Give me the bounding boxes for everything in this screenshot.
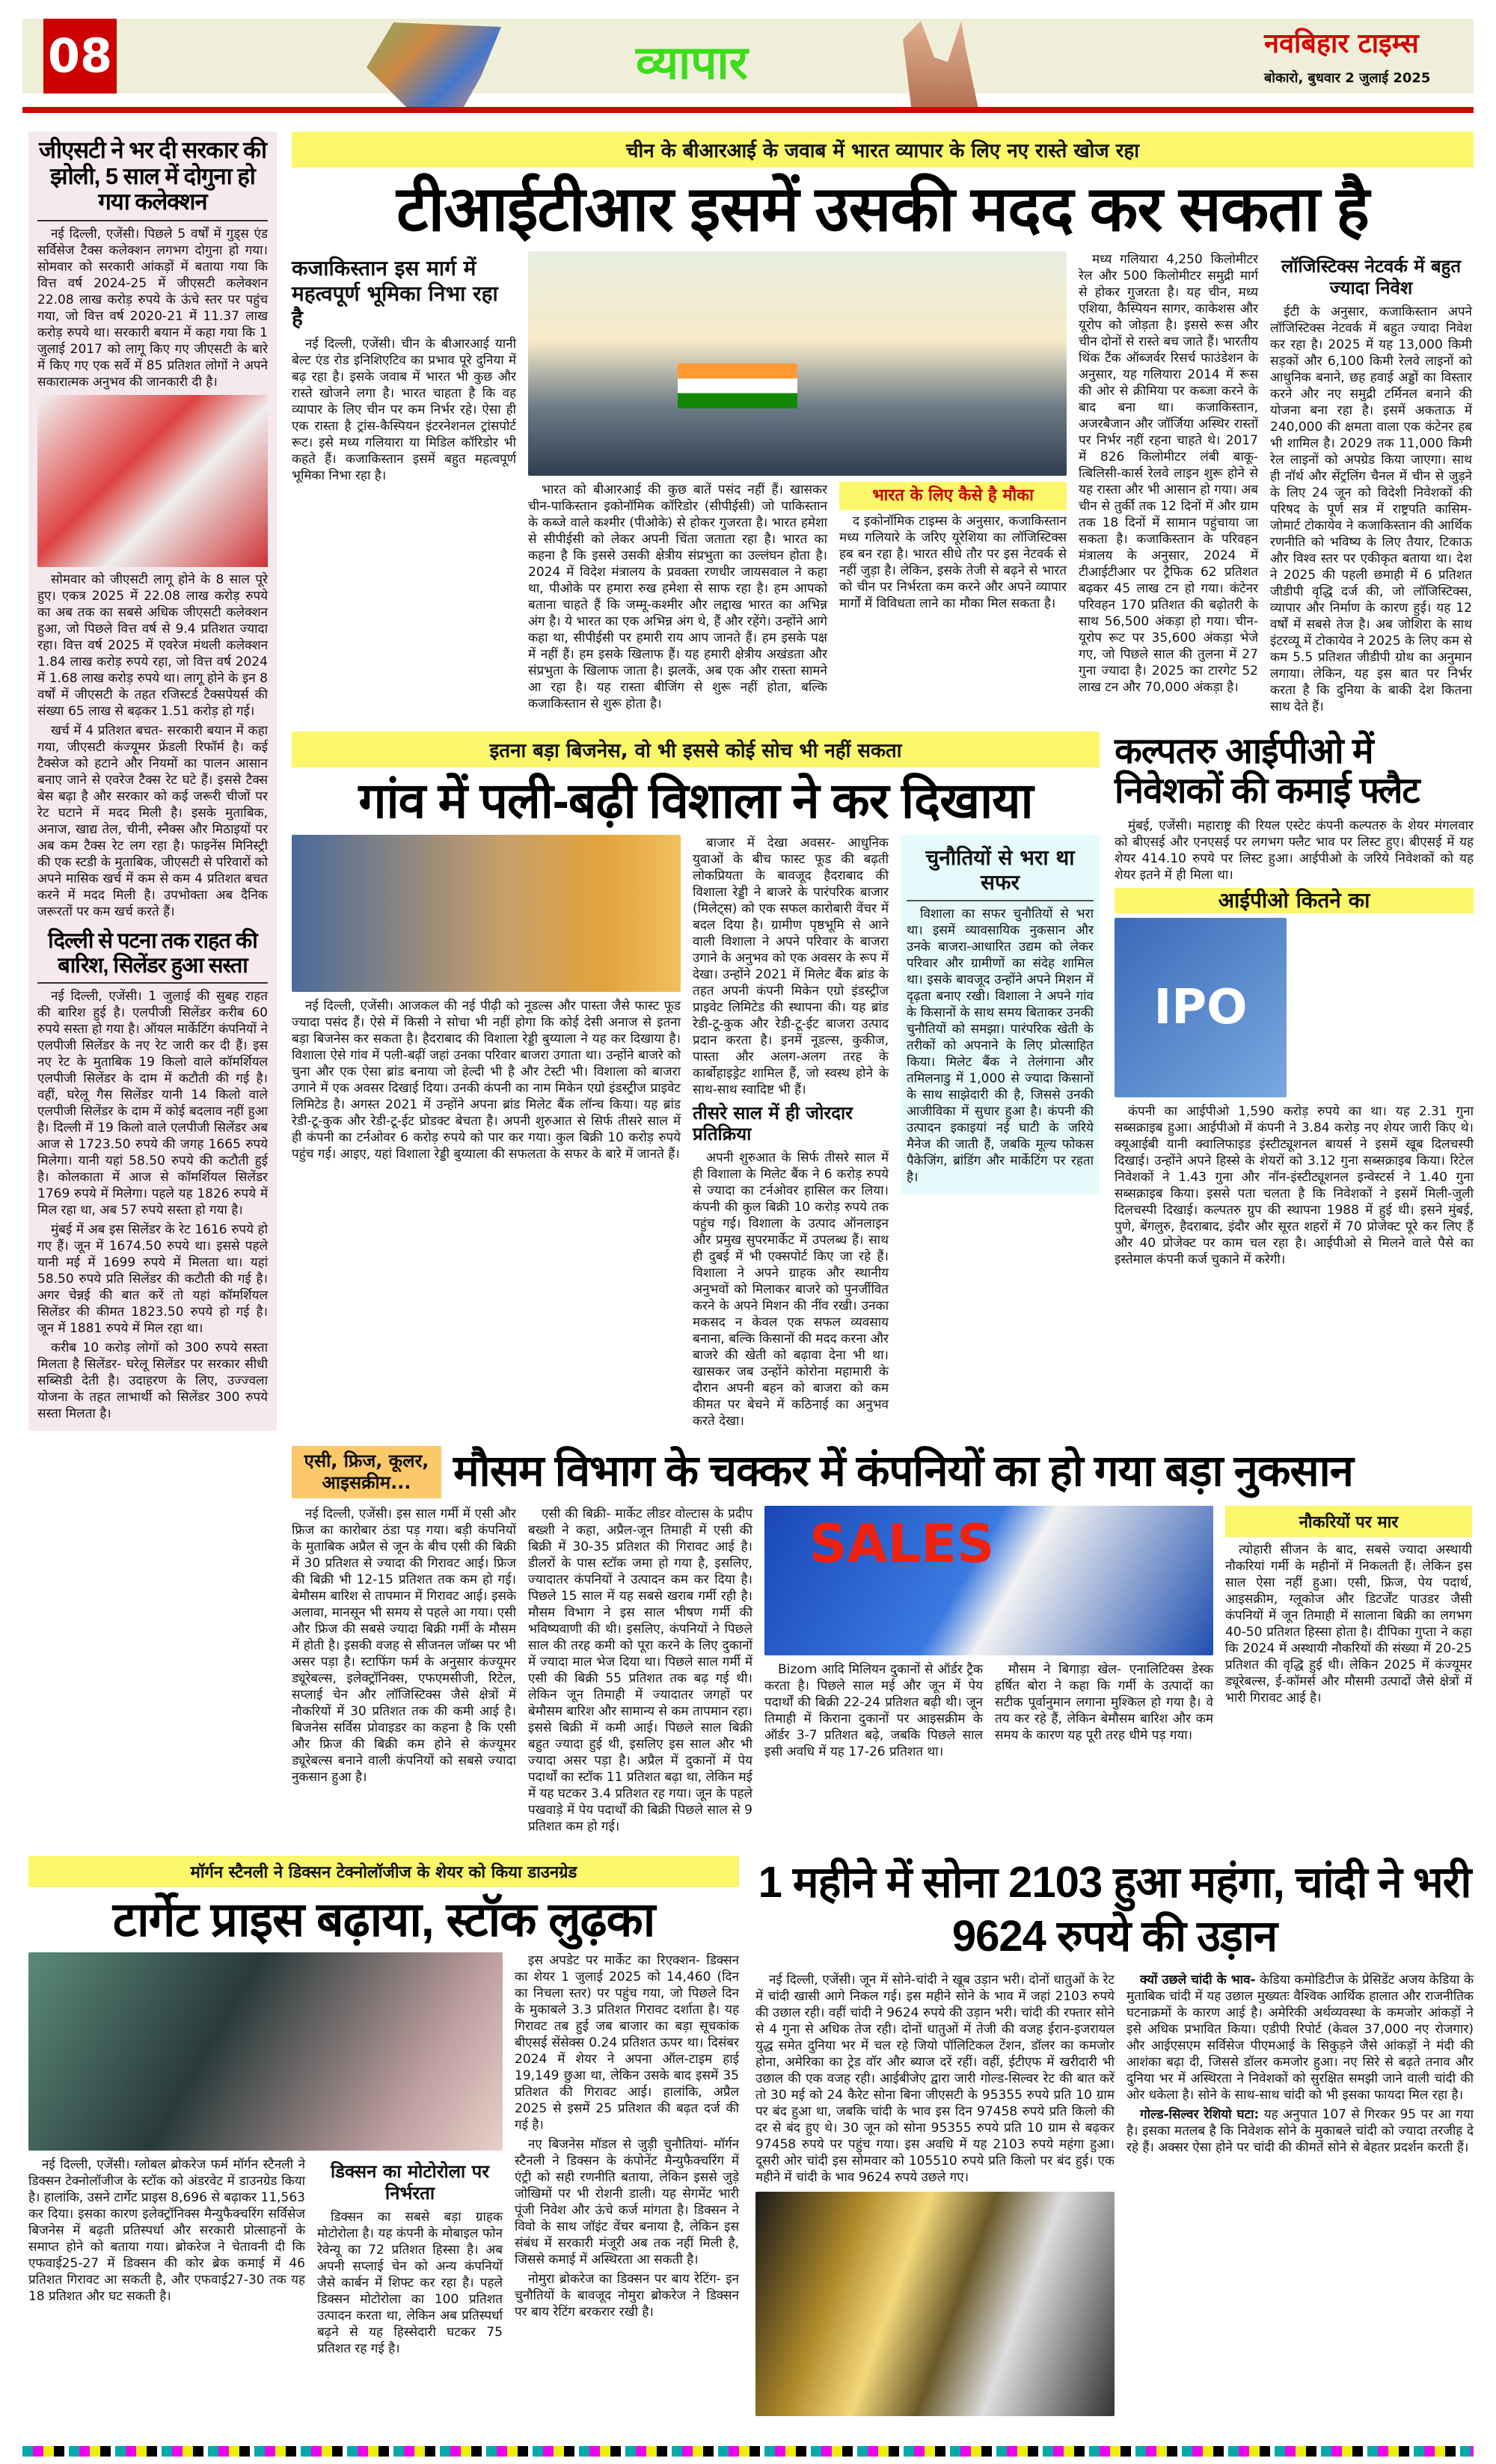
paragraph: मुंबई में अब इस सिलेंडर के रेट 1616 रुपये हो गए हैं। जून में 1674.50 रुपये था। इससे पहले यानी मई में 1699 रुपये में मिलता था। यहां 58.50 रुपये प्रति सिलेंडर की कटौती की गई है। अगर चेन्नई की बात करें तो यहां कॉमर्शियल सिलेंडर की कीमत 1823.50 रुपये हो गई है। जून में 1881 रुपये में मिल रहा था। [37, 1222, 268, 1337]
main-sub2-box [839, 482, 1067, 510]
paragraph: Bizom आदि मिलियन दुकानों से ऑर्डर ट्रैक करता है। पिछले साल मई और जून में पेय पदार्थों की बिक्री 22-24 प्रतिशत बढ़ी थी। जून तिमाही में किराना दुकानों पर आइसक्रीम के ऑर्डर 3-7 प्रतिशत बढ़े, जबकि पिछले साल इसी अवधि में यह 17-26 प्रतिशत था। [764, 1661, 983, 1759]
main-article [292, 132, 1474, 718]
paragraph: कंपनी का आईपीओ 1,590 करोड़ रुपये का था। यह 2.31 गुना सब्सक्राइब हुआ। आईपीओ में कंपनी ने 3.84 करोड़ नए शेयर जारी किए थे। क्यूआईबी यानी क्वालिफाइड इंस्टीट्यूशनल बायर्स ने इसमें खूब दिलचस्पी दिखाई। उन्होंने अपने हिस्से के शेयरों को 3.12 गुना सब्सक्राइब किया। रिटेल निवेशकों ने 1.43 गुना और नॉन-इंस्टीट्यूशनल इन्वेस्टर्स ने 1.40 गुना सब्सक्राइब किया। इससे पता चलता है कि निवेशकों ने इसमें मिली-जुली दिलचस्पी दिखाई। कल्पतरु ग्रुप की स्थापना 1988 में हुई थी। इसने मुंबई, पुणे, बेंगलुरु, हैदराबाद, इंदौर और सूरत शहरों में 70 प्रोजेक्ट पूरे कर लिए हैं और 40 प्रोजेक्ट पर काम चल रहा है। आईपीओ से मिलने वाले पैसे का इस्तेमाल कंपनी कर्ज चुकाने में करेगी। [1115, 1103, 1474, 1267]
paragraph: नई दिल्ली, एजेंसी। इस साल गर्मी में एसी और फ्रिज का कारोबार ठंडा पड़ गया। बड़ी कंपनियों के मुताबिक अप्रैल से जून के बीच एसी की बिक्री में 30 प्रतिशत से ज्यादा की गिरावट आई। फ्रिज की बिक्री भी 12-15 प्रतिशत तक कम हो गई। बेमौसम बारिश से तापमान में गिरावट आई। इसके अलावा, मानसून भी समय से पहले आ गया। एसी और फ्रिज की सबसे ज्यादा बिक्री गर्मी के मौसम में होती है। इसकी वजह से सीजनल जॉब्स पर भी असर पड़ा है। स्टाफिंग फर्म के अनुसार कंज्यूमर ड्यूरेबल्स, इलेक्ट्रॉनिक्स, एफएमसीजी, रिटेल, सप्लाई चेन और लॉजिस्टिक्स जैसे क्षेत्रों में नौकरियों में 30 प्रतिशत तक की कमी आई है। बिजनेस सर्विस प्रोवाइडर का कहना है कि एसी और फ्रिज की बिक्री कम होने से कंज्यूमर ड्यूरेबल्स बनाने वाली कंपनियों को सबसे ज्यादा नुकसान हुआ है। [292, 1506, 516, 1785]
ship-xi-jinping-photo [528, 251, 1067, 476]
paragraph-text: यह अनुपात 107 से गिरकर 95 पर आ गया है। इसका मतलब है कि निवेशक सोने के मुकाबले चांदी को ज्यादा तरजीह दे रहे हैं। अक्सर ऐसा होने पर चांदी की कीमतें सोने से बेहतर प्रदर्शन करती हैं। [1126, 2106, 1474, 2155]
subhead: कजाकिस्तान इस मार्ग में महत्वपूर्ण भूमिका निभा रहा है [292, 256, 498, 331]
paragraph [1126, 1972, 1474, 2103]
main-col1 [292, 251, 516, 487]
subhead: भारत के लिए कैसे है मौका [872, 486, 1034, 506]
paragraph-text: केडिया कमोडिटीज के प्रेसिडेंट अजय केडिया के मुताबिक चांदी में यह उछाल मुख्यतः वैश्विक आर्थिक हालात और राजनीतिक घटनाक्रमों के कारण आई है। अमेरिकी अर्थव्यवस्था के कमजोर आंकड़ों ने इसे अधिक प्रभावित किया। एडीपी रिपोर्ट (केवल 37,000 नए रोजगार) और आईएसएम सर्विसेज पीएमआई के सिकुड़ने जैसे आंकड़ों ने मंदी की आशंका बढ़ा दी, जिससे डॉलर कमजोर हुआ। नए सिरे से बढ़ते तनाव और दुनिया भर में अस्थिरता ने निवेशकों को सुरक्षित समझी जाने वाली चांदी की ओर धकेला है। सोने के साथ-साथ चांदी को भी इसका फायदा मिल रहा है। [1126, 1972, 1474, 2103]
second-row [292, 732, 1474, 1433]
jobs-title: नौकरियों पर मार [1225, 1506, 1472, 1537]
paragraph: नोमुरा ब्रोकरेज का डिक्सन पर बाय रेटिंग- इन चुनौतियों के बावजूद नोमुरा ब्रोकरेज ने डिक्सन पर बाय रेटिंग बरकरार रखी है। [515, 2272, 739, 2320]
main-body-a [528, 482, 827, 715]
weather-tag [292, 1446, 441, 1498]
weather-tag-text: एसी, फ्रिज, कूलर, आइसक्रीम... [304, 1450, 429, 1493]
bottom-row [28, 1856, 1474, 2416]
paragraph: एसी की बिक्री- मार्केट लीडर वोल्टास के प्रदीप बख्शी ने कहा, अप्रैल-जून तिमाही में एसी की बिक्री में 30-35 प्रतिशत की गिरावट आई है। डीलरों के पास स्टॉक जमा हो गया है, इसलिए, ज्यादातर कंपनियों ने उत्पादन कम कर दिया है। पिछले 15 साल में यह सबसे खराब गर्मी रही है। मौसम विभाग ने इस साल भीषण गर्मी की भविष्यवाणी की थी। इसलिए, कंपनियों ने पिछले साल की तरह कमी को पूरा करने के लिए दुकानों में ज्यादा माल भेज दिया था। पिछले साल गर्मी में एसी की बिक्री 55 प्रतिशत तक बढ़ गई थी। लेकिन जून तिमाही में ज्यादातर जगहों पर बेमौसम बारिश और सामान्य से कम तापमान रहा। इससे बिक्री में कमी आई। पिछले साल बिक्री बहुत ज्यादा हुई थी, इसलिए इस साल और भी ज्यादा असर पड़ा है। अप्रैल में दुकानों में पेय पदार्थों का स्टॉक 11 प्रतिशत बढ़ा था, लेकिन मई में यह घटकर 3.4 प्रतिशत रह गया। जून के पहले पखवाड़े में पेय पदार्थों की बिक्री पिछले साल से 9 प्रतिशत कम हो गई। [528, 1506, 752, 1834]
subhead: गोल्ड-सिल्वर रेशियो घटा: [1140, 2106, 1260, 2122]
vishala-columns [292, 835, 1100, 1433]
paragraph: द इकोनॉमिक टाइम्स के अनुसार, कजाकिस्तान मध्य गलियारे के जरिए यूरेशिया का लॉजिस्टिक्स हब बन रहा है। भारत सीधे तौर पर इस नेटवर्क से नहीं जुड़ा है। लेकिन, इसके तेजी से बढ़ने से भारत को चीन पर निर्भरता कम करने और अपने व्यापार मार्गों में विविधता लाने का मौका मिल सकता है। [839, 514, 1067, 612]
color-registration-strip [22, 2446, 1474, 2457]
gold-silver-bars-photo [755, 2192, 1115, 2416]
paragraph: बाजार में देखा अवसर- आधुनिक युवाओं के बीच फास्ट फूड की बढ़ती लोकप्रियता के बावजूद हैदराबाद की विशाला रेड्डी ने बाजरे के पारंपरिक बाजार (मिलेट्स) को एक सफल कारोबारी वेंचर में बदल दिया है। ग्रामीण पृष्ठभूमि से आने वाली विशाला ने अपने परिवार के बाजरा उगाने के अनुभव को एक अवसर के रूप में देखा। उन्होंने 2021 में मिलेट बैंक ब्रांड के तहत अपनी कंपनी मिकेन एग्रो इंडस्ट्रीज प्राइवेट लिमिटेड की स्थापना की। यह ब्रांड रेडी-टू-कुक और रेडी-टू-ईट बाजरा उत्पाद प्रदान करता है। इनमें नूडल्स, कुकीज, पास्ता और अलग-अलग तरह के कार्बोहाइड्रेट शामिल हैं, जो स्वस्थ होने के साथ-साथ स्वादिष्ट भी हैं। [693, 835, 889, 1097]
lpg-headline: दिल्ली से पटना तक राहत की बारिश, सिलेंडर हुआ सस्ता [37, 923, 268, 984]
paragraph: सोमवार को जीएसटी लागू होने के 8 साल पूरे हुए। एकत्र 2025 में 22.08 लाख करोड़ रुपये का अब तक का सबसे अधिक जीएसटी कलेक्शन हुआ, जो पिछले वित्त वर्ष से 9.4 प्रतिशत ज्यादा रहा। वित्त वर्ष 2025 में एवरेज मंथली कलेक्शन 1.84 लाख करोड़ रुपये रहा, जो वित्त वर्ष 2024 में 1.68 लाख करोड़ रुपये था। लागू होने के इन 8 वर्षों में जीएसटी के तहत रजिस्टर्ड टैक्सपेयर्स की संख्या 65 लाख से बढ़कर 1.51 करोड़ हो गई। [37, 572, 268, 720]
dixon-article [28, 1856, 739, 2360]
weather-head [292, 1446, 1474, 1498]
main-body-b [1079, 251, 1258, 699]
dateline: बोकारो, बुधवार 2 जुलाई 2025 [1264, 70, 1431, 86]
gst-body [37, 226, 268, 920]
main-kicker: चीन के बीआरआई के जवाब में भारत व्यापार के लिए नए रास्ते खोज रहा [292, 132, 1474, 168]
weather-col3 [764, 1506, 1213, 1763]
stock-phone-photo [28, 1952, 503, 2151]
gold-right-col [1126, 1972, 1474, 2159]
gold-left-col [755, 1972, 1115, 2416]
dixon-body-left [28, 2157, 305, 2308]
gold-columns [755, 1972, 1474, 2416]
weather-col3-text [764, 1661, 1213, 1763]
paragraph: भारत को बीआरआई की कुछ बातें पसंद नहीं हैं। खासकर चीन-पाकिस्तान इकोनॉमिक कॉरिडोर (सीपीईसी) जो पाकिस्तान के कब्जे वाले कश्मीर (पीओके) से होकर गुजरता है। भारत हमेशा से सीपीईसी को लेकर अपनी चिंता जताता रहा है। भारत का कहना है कि इससे उसकी क्षेत्रीय संप्रभुता का उल्लंघन होता है। 2024 में विदेश मंत्रालय के प्रवक्ता रणधीर जायसवाल ने कहा था, पीओके पर हमारा रुख हमेशा से साफ रहा है। हम आपको बताना चाहते हैं कि जम्मू-कश्मीर और लद्दाख भारत का अभिन्न अंग है। ये भारत का एक अभिन्न अंग थे, हैं और रहेंगे। उन्होंने आगे कहा था, सीपीईसी पर हमारी राय आप जानते हैं। हम इसके पक्ष में नहीं हैं। हम इसके खिलाफ हैं। यह हमारी क्षेत्रीय अखंडता और संप्रभुता के खिलाफ जाता है। झलकें, अब एक और रास्ता सामने आ रहा है। यह रास्ता बीजिंग से शुरू नहीं होता, बल्कि कजाकिस्तान से शुरू होता है। [528, 482, 827, 712]
paragraph: ईटी के अनुसार, कजाकिस्तान अपने लॉजिस्टिक्स नेटवर्क में बहुत ज्यादा निवेश कर रहा है। 2025 में यह 13,000 किमी सड़कों और 6,100 किमी रेलवे लाइनों को आधुनिक बनाने, छह हवाई अड्डों का विस्तार करने और नए समुद्री टर्मिनल बनाने की योजना बना रहा है। इसमें अकताऊ में 240,000 की क्षमता वाला एक कंटेनर हब भी शामिल है। 2029 तक 11,000 किमी रेल लाइनों को अपग्रेड किया जाएगा। साथ ही नॉर्थ और सेंट्रलिंग चैनल में चीन से जुड़ने के लिए 24 जून को विदेशी निवेशकों की परिषद के पूर्ण सत्र में राष्ट्रपति कासिम-जोमार्ट टोकायेव ने कजाकिस्तान की आर्थिक रणनीति को भविष्य के लिए तैयार, टिकाऊ और विश्व स्तर पर एकीकृत बताया था। देश ने 2025 की पहली छमाही में 6 प्रतिशत जीडीपी वृद्धि दर्ज की, जो लॉजिस्टिक्स, व्यापार और निर्माण के कारण हुई। यह 12 वर्षों में सबसे तेज है। अब जोशिरा के साथ इंटरव्यू में टोकायेव ने 2025 के लिए कम से कम 5.5 प्रतिशत जीडीपी ग्रोथ का अनुमान लगाया। लेकिन, यह इस बात पर निर्भर करता है कि दुनिया के बाकी देश कितना साथ देते हैं। [1270, 304, 1472, 714]
weather-col1 [292, 1506, 516, 1789]
indian-flag-graphic [678, 364, 797, 408]
vishala-kicker: इतना बड़ा बिजनेस, वो भी इससे कोई सोच भी नहीं सकता [292, 732, 1100, 767]
paragraph: नई दिल्ली, एजेंसी। 1 जुलाई की सुबह राहत की बारिश हुई है। एलपीजी सिलेंडर करीब 60 रुपये सस्ता हो गया है। ऑयल मार्केटिंग कंपनियों ने एलपीजी सिलेंडर के नए रेट जारी कर दी हैं। इस नए रेट के मुताबिक 19 किलो वाले कॉमर्शियल एलपीजी सिलेंडर के दाम में कटौती की गई है। वहीं, घरेलू गैस सिलेंडर यानी 14 किलो वाले एलपीजी सिलेंडर के दाम में कोई बदलाव नहीं हुआ है। दिल्ली में 19 किलो वाले एलपीजी सिलेंडर अब आज से 1723.50 रुपये की जगह 1665 रुपये मिलेगा। यानी यहां 58.50 रुपये की कटौती हुई है। कोलकाता में आज से कॉमर्शियल सिलेंडर 1769 रुपये में मिलेगा। पहले यह 1826 रुपये में मिल रहा था, अब 57 रुपये सस्ता हो गया है। [37, 989, 268, 1219]
right-area [292, 132, 1474, 1838]
paragraph: अपनी शुरुआत के सिर्फ तीसरे साल में ही विशाला के मिलेट बैंक ने 6 करोड़ रुपये से ज्यादा का टर्नओवर हासिल कर लिया। कंपनी की कुल बिक्री 10 करोड़ रुपये तक पहुंच गई। विशाला के उत्पाद ऑनलाइन और प्रमुख सुपरमार्केट में उपलब्ध हैं। साथ ही दुबई में भी एक्सपोर्ट किए जा रहे हैं। विशाला ने अपने ग्राहक और स्थानीय अनुभवों को मिलाकर बाजरे को पुनर्जीवित करने के अपने मिशन की नींव रखी। उनका मकसद न केवल एक सफल व्यवसाय बनाना, बल्कि किसानों की मदद करना और बाजरे की खेती को बढ़ावा देना भी था। खासकर जब उन्होंने कोरोना महामारी के दौरान अपनी बहन को बाजरा को कम कीमत पर बेचने में कठिनाई का अनुभव करते देखा। [693, 1150, 889, 1429]
subhead: क्यों उछले चांदी के भाव- [1140, 1972, 1256, 1988]
challenges-box [901, 835, 1100, 1195]
paragraph: मौसम ने बिगाड़ा खेल- एनालिटिक्स डेस्क हर्षित बोरा ने कहा कि गर्मी के उत्पादों का सटीक पूर्वानुमान लगाना मुश्किल हो गया है। वे तय कर रहे हैं, लेकिन बेमौसम बारिश और कम समय के कारण यह पूरी तरह धीमे पड़ गया। [995, 1661, 1213, 1743]
gold-article [755, 1856, 1474, 2416]
paragraph: नई दिल्ली, एजेंसी। आजकल की नई पीढ़ी को नूडल्स और पास्ता जैसे फास्ट फूड ज्यादा पसंद हैं। ऐसे में किसी ने सोचा भी नहीं होगा कि कोई देसी अनाज से इतना बड़ा बिजनेस कर सकता है। हैदराबाद की विशाला रेड्डी बुय्याला ने यह कर दिखाया है। विशाला ऐसे गांव में पली-बढ़ीं जहां उनका परिवार बाजरा उगाता था। उन्होंने बाजरे को चुना और एक ऐसा ब्रांड बनाया जो हेल्दी भी है और टेस्टी भी। विशाला को बाजरा उगाने में एक अवसर दिखाई दिया। उनकी कंपनी का नाम मिकेन एग्रो इंडस्ट्रीज प्राइवेट लिमिटेड है। अगस्त 2021 में उन्होंने अपना ब्रांड मिलेट बैंक लॉन्च किया। यह ब्रांड रेडी-टू-कुक और रेडी-टू-ईट प्रोडक्ट बेचता है। अपनी शुरुआत से सिर्फ तीसरे साल में ही कंपनी का टर्नओवर 6 करोड़ रुपये को पार कर गया। कुल बिक्री 10 करोड़ रुपये पहुंच गई। आइए, यहां विशाला रेड्डी बुय्याला की सफलता के सफर के बारे में जानते हैं। [292, 998, 681, 1162]
vishala-headline: गांव में पली-बढ़ी विशाला ने कर दिखाया [358, 772, 1033, 828]
paragraph: खर्च में 4 प्रतिशत बचत- सरकारी बयान में कहा गया, जीएसटी कंज्यूमर फ्रेंडली रिफॉर्म है। कई टैक्सेज को हटाने और नियमों का पालन आसान बनाए जाने से एवरेज टैक्स रेट घटे हैं। इससे टैक्स बेस बढ़ा है और सरकार को कई जरूरी चीजों पर रेट घटाने में मदद मिली है। इसके मुताबिक, अनाज, खाद्य तेल, चीनी, स्नैक्स और मिठाइयों पर अब कम टैक्स रेट लग रहा है। फाइनेंस मिनिस्ट्री की एक स्टडी के मुताबिक, जीएसटी से परिवारों को अपने मासिक खर्च में कम से कम 4 प्रतिशत बचत करने में मदद मिली है। उपभोक्ता अब दैनिक जरूरतों पर कम खर्च करते हैं। [37, 723, 268, 920]
left-column [28, 132, 277, 1431]
subhead: लॉजिस्टिक्स नेटवर्क में बहुत ज्यादा निवेश [1281, 256, 1462, 298]
vishala-col1 [292, 835, 681, 1165]
vishala-article [292, 732, 1100, 1433]
paper-name: नवबिहार टाइम्स [1264, 28, 1419, 59]
main-col-right [1270, 251, 1472, 718]
paragraph: त्योहारी सीजन के बाद, सबसे ज्यादा अस्थायी नौकरियां गर्मी के महीनों में निकलती हैं। लेकिन इस साल ऐसा नहीं हुआ। एसी, फ्रिज, पेय पदार्थ, आइसक्रीम, ग्लूकोज और डिटर्जेंट पाउडर जैसी कंपनियों में जून तिमाही में सालाना बिक्री का लगभग 40-50 प्रतिशत हिस्सा होता है। दीपिका गुप्ता ने कहा कि 2024 में अस्थायी नौकरियों की संख्या में 20-25 प्रतिशत की वृद्धि हुई थी। लेकिन 2025 में कंज्यूमर ड्यूरेबल्स, ई-कॉमर्स और मौसमी उत्पादों जैसे क्षेत्रों में भारी गिरावट आई है। [1225, 1542, 1472, 1706]
paragraph: करीब 10 करोड़ लोगों को 300 रुपये सस्ता मिलता है सिलेंडर- घरेलू सिलेंडर पर सरकार सीधी सब्सिडी देती है। उदाहरण के लिए, उज्ज्वला योजना के तहत लाभार्थी को सिलेंडर 300 रुपये सस्ता मिलता है। [37, 1340, 268, 1422]
paragraph: नई दिल्ली, एजेंसी। चीन के बीआरआई यानी बेल्ट एंड रोड इनिशिएटिव का प्रभाव पूरे दुनिया में बढ़ रहा है। इसके जवाब में भारत भी कुछ और रास्ते खोजने लगा है। भारत चाहता है कि वह व्यापार के लिए चीन पर कम निर्भर रहे। ऐसा ही एक रास्ता है ट्रांस-कैस्पियन इंटरनेशनल ट्रांसपोर्ट रूट। इसे मध्य गलियारा या मिडिल कॉरिडोर भी कहते हैं। कजाकिस्तान इसमें बहुत महत्वपूर्ण भूमिका निभा रहा है। [292, 336, 516, 483]
ipo-image [1115, 918, 1287, 1097]
jobs-sidebar [1225, 1506, 1472, 1709]
sales-image [764, 1506, 1213, 1655]
paragraph: मुंबई, एजेंसी। महाराष्ट्र की रियल एस्टेट कंपनी कल्पतरु के शेयर मंगलवार को बीएसई और एनएसई पर लगभग फ्लैट भाव पर लिस्ट हुए। बीएसई में यह शेयर 414.10 रुपये पर लिस्ट हुआ। आईपीओ के जरिये निवेशकों को यह शेयर इतने में ही मिला था। [1115, 818, 1474, 883]
paragraph: नई दिल्ली, एजेंसी। पिछले 5 वर्षों में गुड्स एंड सर्विसेज टैक्स कलेक्शन लगभग दोगुना हो गया। सोमवार को सरकारी आंकड़ों में बताया गया कि वित्त वर्ष 2024-25 में जीएसटी कलेक्शन 22.08 लाख करोड़ रुपये के ऊंचे स्तर पर पहुंच गया, जो वित्त वर्ष 2020-21 में 11.37 लाख करोड़ रुपये था। सरकारी बयान में कहा गया कि 1 जुलाई 2017 को लागू किए गए जीएसटी के बारे में किए गए एक सर्वे में 85 प्रतिशत लोगों ने अपने सकारात्मक अनुभव की जानकारी दी है। [37, 227, 268, 390]
weather-headline: मौसम विभाग के चक्कर में कंपनियों का हो गया बड़ा नुकसान [453, 1447, 1353, 1496]
paragraph: नई दिल्ली, एजेंसी। ग्लोबल ब्रोकरेज फर्म मॉर्गन स्टैनली ने डिक्सन टेक्नोलॉजीज के स्टॉक को अंडरवेट में डाउनग्रेड किया है। हालांकि, उसने टार्गेट प्राइस 8,696 से बढ़ाकर 11,563 कर दिया। इसका कारण इलेक्ट्रॉनिक्स मैन्युफैक्चरिंग सर्विसेज बिजनेस में बढ़ती प्रतिस्पर्धा और सरकारी प्रोत्साहनों के समाप्त होने को बताया गया। ब्रोकरेज ने चेतावनी दी कि एफवाई25-27 में डिक्सन की कोर ब्रेक कमाई में 46 प्रतिशत गिरावट आ सकती है, और एफवाई27-30 तक यह 18 प्रतिशत और घट सकती है। [28, 2157, 305, 2305]
main-headline: टीआईटीआर इसमें उसकी मदद कर सकता है [396, 174, 1369, 244]
dixon-kicker: मॉर्गन स्टैनली ने डिक्सन टेक्नोलॉजीज के शेयर को किया डाउनग्रेड [28, 1856, 739, 1887]
lpg-body [37, 988, 268, 1422]
dixon-left-text [28, 2157, 503, 2360]
challenges-title: चुनौतियों से भरा था सफर [907, 845, 1094, 901]
paragraph: नई दिल्ली, एजेंसी। जून में सोने-चांदी ने खूब उड़ान भरी। दोनों धातुओं के रेट में चांदी खासी आगे निकल गई। इस महीने सोने के भाव में जहां 2103 रुपये की उछाल रही। वहीं चांदी ने 9624 रुपये की उड़ान भरी। चांदी की रफ्तार सोने से 4 गुना से अधिक तेज रही। दोनों धातुओं में तेजी की वजह ईरान-इजरायल युद्ध समेत दुनिया भर में चल रहे जियो पॉलिटिकल टेंशन, डॉलर का कमजोर होना, अमेरिका का ट्रेड वॉर और ब्याज दरें रहीं। वहीं, ईटीएफ में खरीदारी भी उछाल की एक वजह रही। आईबीजेए द्वारा जारी गोल्ड-सिल्वर रेट की बात करें तो 30 मई को 24 कैरेट सोना बिना जीएसटी के 95355 रुपये प्रति 10 ग्राम पर बंद हुआ था, जबकि चांदी के भाव इस दिन 97458 रुपये प्रति किलो की दर से बंद हुए थे। 30 जून को सोना 95355 रुपये प्रति 10 ग्राम से बढ़कर 97458 रुपये पर पहुंच गया। इस अवधि में यह 2103 रुपये महंगा हुआ। दूसरी ओर चांदी इस सोमवार को 105510 रुपये प्रति किलो पर बंद हुई। एक महीने में चांदी के भाव 9624 रुपये उछले गए। [755, 1972, 1115, 2185]
subhead: आईपीओ कितने का [1218, 888, 1370, 913]
weather-columns [292, 1506, 1474, 1838]
dixon-motorola [317, 2157, 503, 2360]
kalpataru-subhead-box [1115, 888, 1474, 913]
subhead: डिक्सन का मोटोरोला पर निर्भरता [330, 2161, 490, 2204]
main-columns [292, 251, 1474, 718]
paragraph: नए बिजनेस मॉडल से जुड़ी चुनौतियां- मॉर्गन स्टैनली ने डिक्सन के कंपोनेंट मैन्युफैक्चरिंग में एंट्री को सही रणनीति बताया, लेकिन इससे जुड़े जोखिमों पर भी रोशनी डाली। यह सेगमेंट भारी पूंजी निवेश और ऊंचे कर्ज मांगता है। डिक्सन ने विवो के साथ जॉइंट वेंचर बनाया है, लेकिन इस संबंध में सरकारी मंजूरी अब तक नहीं मिली है, जिससे कमाई में अस्थिरता आ सकती है। [515, 2137, 739, 2268]
gst-headline: जीएसटी ने भर दी सरकार की झोली, 5 साल में दोगुना हो गया कलेक्शन [37, 138, 268, 221]
page-number: 08 [43, 19, 117, 94]
gst-image [37, 395, 268, 567]
paragraph [1126, 2106, 1474, 2156]
dixon-body-right [515, 1952, 739, 2323]
gold-headline: 1 महीने में सोना 2103 हुआ महंगा, चांदी ने भरी 9624 रुपये की उड़ान [758, 1857, 1471, 1961]
kalpataru-body [1115, 818, 1474, 883]
main-col2 [528, 251, 1067, 715]
weather-article [292, 1446, 1474, 1838]
dixon-columns [28, 1952, 739, 2360]
kalpataru-body2 [1115, 1103, 1474, 1268]
dixon-headline: टार्गेट प्राइस बढ़ाया, स्टॉक लुढ़का [112, 1892, 655, 1946]
ipo-label: IPO [1153, 979, 1248, 1035]
kalpataru-article [1115, 732, 1474, 1271]
main-sub2-column [839, 482, 1067, 615]
main-col2-text [528, 482, 1067, 715]
paragraph: मध्य गलियारा 4,250 किलोमीटर रेल और 500 किलोमीटर समुद्री मार्ग से होकर गुजरता है। यह चीन, मध्य एशिया, कैस्पियन सागर, काकेशस और यूरोप को जोड़ता है। इससे रूस और चीन दोनों से रास्ते बच जाते हैं। भारतीय थिंक टैंक ऑब्जर्वर रिसर्च फाउंडेशन के अनुसार, यह गलियारा 2014 में रूस की ओर से क्रीमिया पर कब्जा करने के बाद बना था। कजाकिस्तान, अजरबैजान और जॉर्जिया अस्थिर रास्तों पर निर्भर नहीं रहना चाहते थे। 2017 में 826 किलोमीटर लंबी बाकू-त्बिलिसी-कार्स रेलवे लाइन शुरू होने से यह रास्ता और भी आसान हो गया। अब चीन से तुर्की तक 12 दिनों में और ग्राम तक 18 दिनों में सामान पहुंचाया जा सकता है। कजाकिस्तान के परिवहन मंत्रालय के अनुसार, 2024 में टीआईटीआर पर ट्रैफिक 62 प्रतिशत बढ़कर 45 लाख टन हो गया। कंटेनर परिवहन 170 प्रतिशत की बढ़ोतरी के साथ 56,500 अंकड़ा हो गया। चीन-यूरोप रूट पर 35,600 अंकड़ा भेजे गए, जो पिछले साल की तुलना में 27 गुना ज्यादा है। 2025 का टारगेट 52 लाख टन और 70,000 अंकड़ा है। [1079, 252, 1258, 696]
subhead: तीसरे साल में ही जोरदार प्रतिक्रिया [693, 1102, 853, 1145]
dixon-left [28, 1952, 503, 2360]
paragraph: विशाला का सफर चुनौतियों से भरा था। इसमें व्यावसायिक नुकसान और उनके बाजरा-आधारित उद्यम को लेकर परिवार और ग्रामीणों का संदेह शामिल था। इसके बावजूद उन्होंने अपने मिशन में दृढ़ता बनाए रखी। विशाला ने अपने गांव के किसानों के साथ समय बिताकर उनकी चुनौतियों को समझा। पारंपरिक खेती के तरीकों को अपनाने के लिए प्रोत्साहित किया। मिलेट बैंक ने तेलंगाना और तमिलनाडु में 1,000 से ज्यादा किसानों के साथ साझेदारी की है, जिससे उनकी आजीविका में सुधार हुआ है। कंपनी की उत्पादन इकाइयां नई घाटी के जरिये मैनेज की जाती हैं, जबकि मूल्य फोकस पैकेजिंग, ब्रांडिंग और मार्केटिंग पर रहता है। [907, 906, 1094, 1185]
kalpataru-headline: कल्पतरु आईपीओ में निवेशकों की कमाई फ्लैट [1115, 731, 1420, 812]
section-title: व्यापार [636, 35, 748, 90]
weather-col2 [528, 1506, 752, 1838]
paragraph: डिक्सन का सबसे बड़ा ग्राहक मोटोरोला है। यह कंपनी के मोबाइल फोन रेवेन्यू का 72 प्रतिशत हिस्सा है। अब अपनी सप्लाई चेन को अन्य कंपनियों जैसे कार्बन में शिफ्ट कर रहा है। पहले डिक्सन मोटोरोला का 100 प्रतिशत उत्पादन करता था, लेकिन अब प्रतिस्पर्धा बढ़ने से यह हिस्सेदारी घटकर 75 प्रतिशत रह गई है। [317, 2210, 503, 2357]
vishala-col2 [693, 835, 889, 1433]
sales-text: SALES [809, 1513, 995, 1575]
vishala-photo [292, 835, 681, 992]
paragraph: इस अपडेट पर मार्केट का रिएक्शन- डिक्सन का शेयर 1 जुलाई 2025 को 14,460 (दिन का निचला स्तर) पर पहुंच गया, जो पिछले दिन के मुकाबले 3.3 प्रतिशत गिरावट दर्शाता है। यह गिरावट तब हुई जब बाजार का बड़ा सूचकांक बीएसई सेंसेक्स 0.24 प्रतिशत ऊपर था। दिसंबर 2024 में शेयर ने अपना ऑल-टाइम हाई 19,149 छुआ था, लेकिन उसके बाद इसमें 35 प्रतिशत की गिरावट आई। हालांकि, अप्रैल 2025 से इसमें 25 प्रतिशत की बढ़त दर्ज की गई है। [515, 1953, 739, 2133]
